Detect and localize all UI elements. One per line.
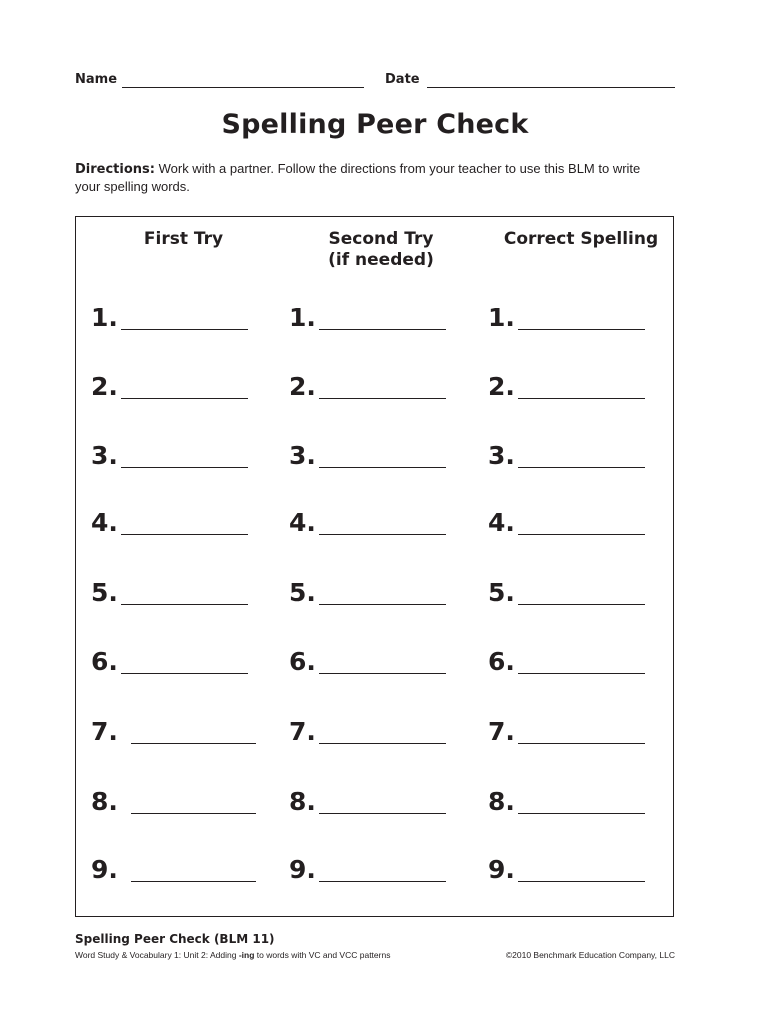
name-date-row [75,72,675,90]
date-field[interactable] [427,87,675,88]
column-header-first-try [126,229,241,250]
row-number: 8. [91,787,118,816]
first-try-row-4 [91,508,281,538]
correct-spelling-answer-line-1[interactable] [518,329,645,330]
row-number: 7. [488,717,515,746]
row-number: 4. [488,508,515,537]
row-number: 1. [91,303,118,332]
directions-text: Work with a partner. Follow the directions from your teacher to use this BLM to write your spelling words. [75,161,641,194]
row-number: 5. [289,578,316,607]
row-number: 9. [91,855,118,884]
correct-spelling-row-7 [488,717,678,747]
correct-spelling-row-8 [488,787,678,817]
row-number: 1. [488,303,515,332]
first-try-answer-line-1[interactable] [121,329,248,330]
correct-spelling-row-6 [488,647,678,677]
row-number: 5. [91,578,118,607]
first-try-row-6 [91,647,281,677]
footer-title: Spelling Peer Check (BLM 11) [75,932,275,946]
correct-spelling-answer-line-9[interactable] [518,881,645,882]
second-try-row-9 [289,855,479,885]
correct-spelling-row-9 [488,855,678,885]
second-try-answer-line-3[interactable] [319,467,446,468]
first-try-answer-line-6[interactable] [121,673,248,674]
first-try-row-5 [91,578,281,608]
footer-subtitle-post: to words with VC and VCC patterns [254,950,391,960]
correct-spelling-row-3 [488,441,678,471]
second-try-row-5 [289,578,479,608]
column-header-second-try [311,229,451,271]
second-try-answer-line-7[interactable] [319,743,446,744]
row-number: 3. [91,441,118,470]
row-number: 2. [91,372,118,401]
correct-spelling-answer-line-6[interactable] [518,673,645,674]
first-try-row-2 [91,372,281,402]
second-try-answer-line-8[interactable] [319,813,446,814]
first-try-row-8 [91,787,281,817]
row-number: 8. [488,787,515,816]
column-header-correct-spelling [501,229,661,250]
row-number: 5. [488,578,515,607]
correct-spelling-answer-line-4[interactable] [518,534,645,535]
first-try-answer-line-2[interactable] [121,398,248,399]
row-number: 4. [289,508,316,537]
copyright: ©2010 Benchmark Education Company, LLC [505,950,675,960]
footer-subtitle-bold: -ing [238,950,255,960]
correct-spelling-answer-line-5[interactable] [518,604,645,605]
directions [75,160,665,195]
row-number: 6. [488,647,515,676]
correct-spelling-row-2 [488,372,678,402]
second-try-row-2 [289,372,479,402]
first-try-answer-line-9[interactable] [131,881,256,882]
row-number: 2. [289,372,316,401]
first-try-answer-line-8[interactable] [131,813,256,814]
row-number: 7. [289,717,316,746]
row-number: 4. [91,508,118,537]
correct-spelling-row-5 [488,578,678,608]
second-try-answer-line-9[interactable] [319,881,446,882]
row-number: 1. [289,303,316,332]
first-try-answer-line-3[interactable] [121,467,248,468]
correct-spelling-row-1 [488,303,678,333]
second-try-label: Second Try [328,229,434,249]
first-try-row-3 [91,441,281,471]
row-number: 6. [289,647,316,676]
second-try-row-8 [289,787,479,817]
correct-spelling-label: Correct Spelling [503,229,659,249]
correct-spelling-answer-line-2[interactable] [518,398,645,399]
row-number: 9. [289,855,316,884]
name-label: Name [75,72,118,87]
footer-subtitle-pre: Word Study & Vocabulary 1: Unit 2: Adding [75,950,239,960]
row-number: 9. [488,855,515,884]
first-try-answer-line-4[interactable] [121,534,248,535]
first-try-row-1 [91,303,281,333]
row-number: 2. [488,372,515,401]
second-try-note: (if needed) [328,250,434,270]
second-try-row-4 [289,508,479,538]
spelling-grid [75,216,674,917]
second-try-answer-line-4[interactable] [319,534,446,535]
directions-label: Directions: [75,162,155,177]
row-number: 8. [289,787,316,816]
footer-subtitle [75,950,390,961]
row-number: 3. [289,441,316,470]
name-field[interactable] [122,87,364,88]
second-try-row-3 [289,441,479,471]
second-try-row-6 [289,647,479,677]
row-number: 6. [91,647,118,676]
correct-spelling-answer-line-7[interactable] [518,743,645,744]
first-try-answer-line-7[interactable] [131,743,256,744]
correct-spelling-row-4 [488,508,678,538]
page-title: Spelling Peer Check [221,109,529,140]
second-try-row-1 [289,303,479,333]
second-try-answer-line-1[interactable] [319,329,446,330]
row-number: 7. [91,717,118,746]
second-try-row-7 [289,717,479,747]
correct-spelling-answer-line-3[interactable] [518,467,645,468]
second-try-answer-line-5[interactable] [319,604,446,605]
correct-spelling-answer-line-8[interactable] [518,813,645,814]
second-try-answer-line-6[interactable] [319,673,446,674]
second-try-answer-line-2[interactable] [319,398,446,399]
date-label: Date [385,72,420,87]
first-try-label: First Try [143,229,224,249]
row-number: 3. [488,441,515,470]
first-try-row-7 [91,717,281,747]
first-try-row-9 [91,855,281,885]
first-try-answer-line-5[interactable] [121,604,248,605]
